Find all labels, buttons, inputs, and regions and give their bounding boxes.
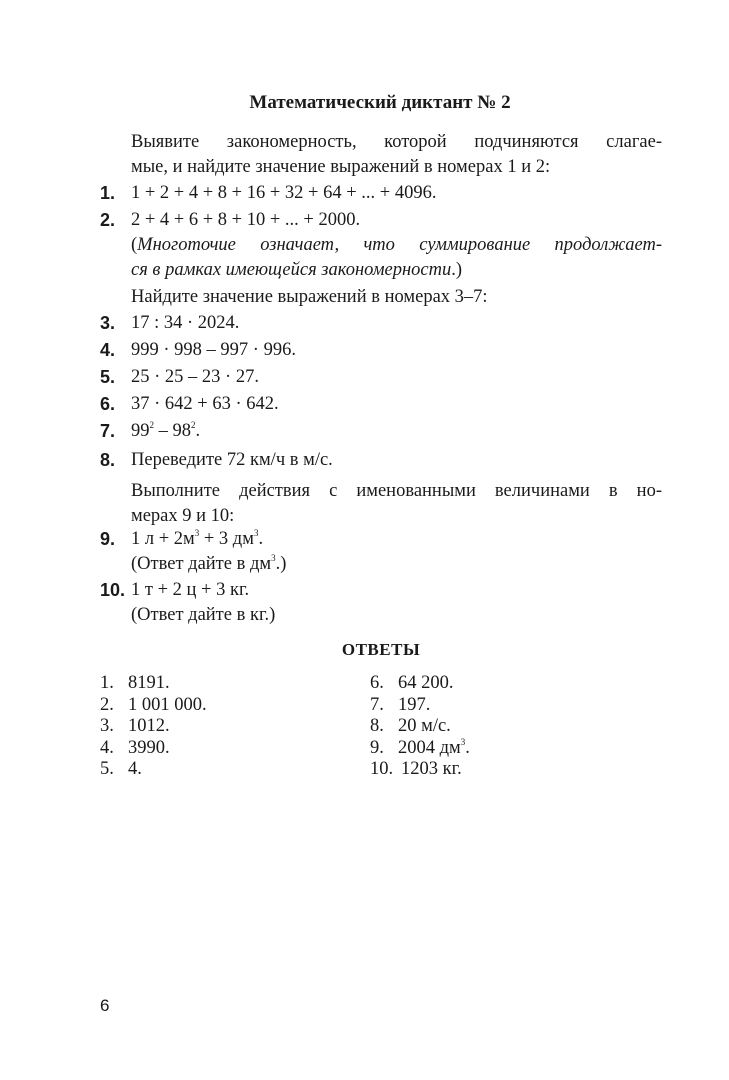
answer-number: 10. xyxy=(370,759,394,779)
task-number: 10. xyxy=(100,580,126,600)
instruction-1-line-2: мые, и найдите значение выражений в номерах 1 и 2: xyxy=(131,157,551,177)
term-b: + 3 дм xyxy=(199,529,254,549)
answer-number: 8. xyxy=(370,716,384,736)
base-a: 99 xyxy=(131,421,150,441)
task-number: 7. xyxy=(100,421,116,441)
task-hint: (Ответ дайте в кг.) xyxy=(131,605,276,625)
terminator: . xyxy=(195,421,201,441)
exponent-a: 3 xyxy=(194,528,200,538)
task-number: 8. xyxy=(100,450,116,470)
task-number: 2. xyxy=(100,210,116,230)
answer-number: 4. xyxy=(100,737,114,758)
task-number: 6. xyxy=(100,394,116,414)
answer-row xyxy=(370,695,630,717)
answer-number: 6. xyxy=(370,673,384,693)
task-text: 17 : 34 · 2024. xyxy=(131,313,240,333)
answer-value: 20 м/с. xyxy=(398,716,451,736)
task-text: 1 + 2 + 4 + 8 + 16 + 32 + 64 + ... + 4096. xyxy=(131,183,437,203)
note-paren-open: ( xyxy=(131,235,138,255)
answer-value: 1012. xyxy=(128,716,170,736)
task-text: 2 + 4 + 6 + 8 + 10 + ... + 2000. xyxy=(131,210,361,230)
task-number: 1. xyxy=(100,183,116,203)
hint-exponent: 3 xyxy=(271,553,276,563)
instruction-3-line-2: мерах 9 и 10: xyxy=(131,506,235,526)
answer-row xyxy=(100,759,340,781)
answer-number: 5. xyxy=(100,759,114,779)
note-paren-close: .) xyxy=(451,260,463,280)
task-number: 9. xyxy=(100,529,116,549)
task-note-line-2 xyxy=(131,258,662,283)
terminator: . xyxy=(258,529,264,549)
answer-row xyxy=(100,738,340,760)
exponent-b: 2 xyxy=(191,420,196,430)
answer-number: 9. xyxy=(370,737,384,758)
answer-row xyxy=(370,673,630,695)
note-line-2: ся в рамках имеющейся закономерности xyxy=(131,260,452,280)
answer-value: 1203 кг. xyxy=(401,759,462,779)
term-a: 1 л + 2м xyxy=(131,529,195,549)
answer-value: 4. xyxy=(128,759,142,779)
answer-exponent: 3 xyxy=(460,736,466,747)
answer-row xyxy=(100,673,340,695)
answer-number: 3. xyxy=(100,716,114,736)
answer-row xyxy=(100,695,340,717)
answer-value: 1 001 000. xyxy=(128,694,207,715)
exponent-a: 2 xyxy=(149,420,154,430)
instruction-3-line-1: Выполните действия с именованными величинами в но- xyxy=(131,481,662,501)
base-b: – 98 xyxy=(154,421,191,441)
page-number: 6 xyxy=(100,996,110,1015)
task-hint xyxy=(131,552,662,577)
instruction-1-line-1: Выявите закономерность, которой подчиняются слагае- xyxy=(131,132,662,152)
hint-text: (Ответ дайте в дм xyxy=(131,554,272,574)
task-text: 1 т + 2 ц + 3 кг. xyxy=(131,580,250,600)
answer-number: 2. xyxy=(100,694,114,715)
answer-end: . xyxy=(465,737,470,758)
dictation-title: Математический диктант № 2 xyxy=(249,92,511,113)
answers-title: ОТВЕТЫ xyxy=(341,640,421,659)
answer-row xyxy=(100,716,340,738)
answer-value: 64 200. xyxy=(398,673,454,693)
instruction-1 xyxy=(131,130,662,180)
note-line-1: Многоточие означает, что суммирование продолжает- xyxy=(137,235,662,255)
task-text: Переведите 72 км/ч в м/с. xyxy=(131,450,333,470)
answer-value-text: 2004 дм xyxy=(398,737,461,758)
task-number: 5. xyxy=(100,367,116,387)
answer-row xyxy=(370,738,630,760)
answer-value: 197. xyxy=(398,694,431,715)
task-note xyxy=(131,233,662,258)
task-text xyxy=(131,527,662,552)
task-text xyxy=(131,419,662,444)
task-text: 999 · 998 – 997 · 996. xyxy=(131,340,296,360)
answer-value: 3990. xyxy=(128,737,170,758)
task-text: 25 · 25 – 23 · 27. xyxy=(131,367,259,387)
answer-value xyxy=(398,738,470,760)
answer-row xyxy=(370,759,630,781)
task-text: 37 · 642 + 63 · 642. xyxy=(131,394,279,414)
answers-right-column xyxy=(370,673,630,781)
instruction-3 xyxy=(131,479,662,529)
answer-row xyxy=(370,716,630,738)
answer-value: 8191. xyxy=(128,673,170,693)
exponent-b: 3 xyxy=(253,528,259,538)
answer-number: 1. xyxy=(100,673,114,693)
task-number: 4. xyxy=(100,340,116,360)
instruction-2: Найдите значение выражений в номерах 3–7: xyxy=(131,287,488,307)
answers-left-column xyxy=(100,673,340,781)
answer-number: 7. xyxy=(370,694,384,715)
hint-end: .) xyxy=(275,554,287,574)
task-number: 3. xyxy=(100,313,116,333)
